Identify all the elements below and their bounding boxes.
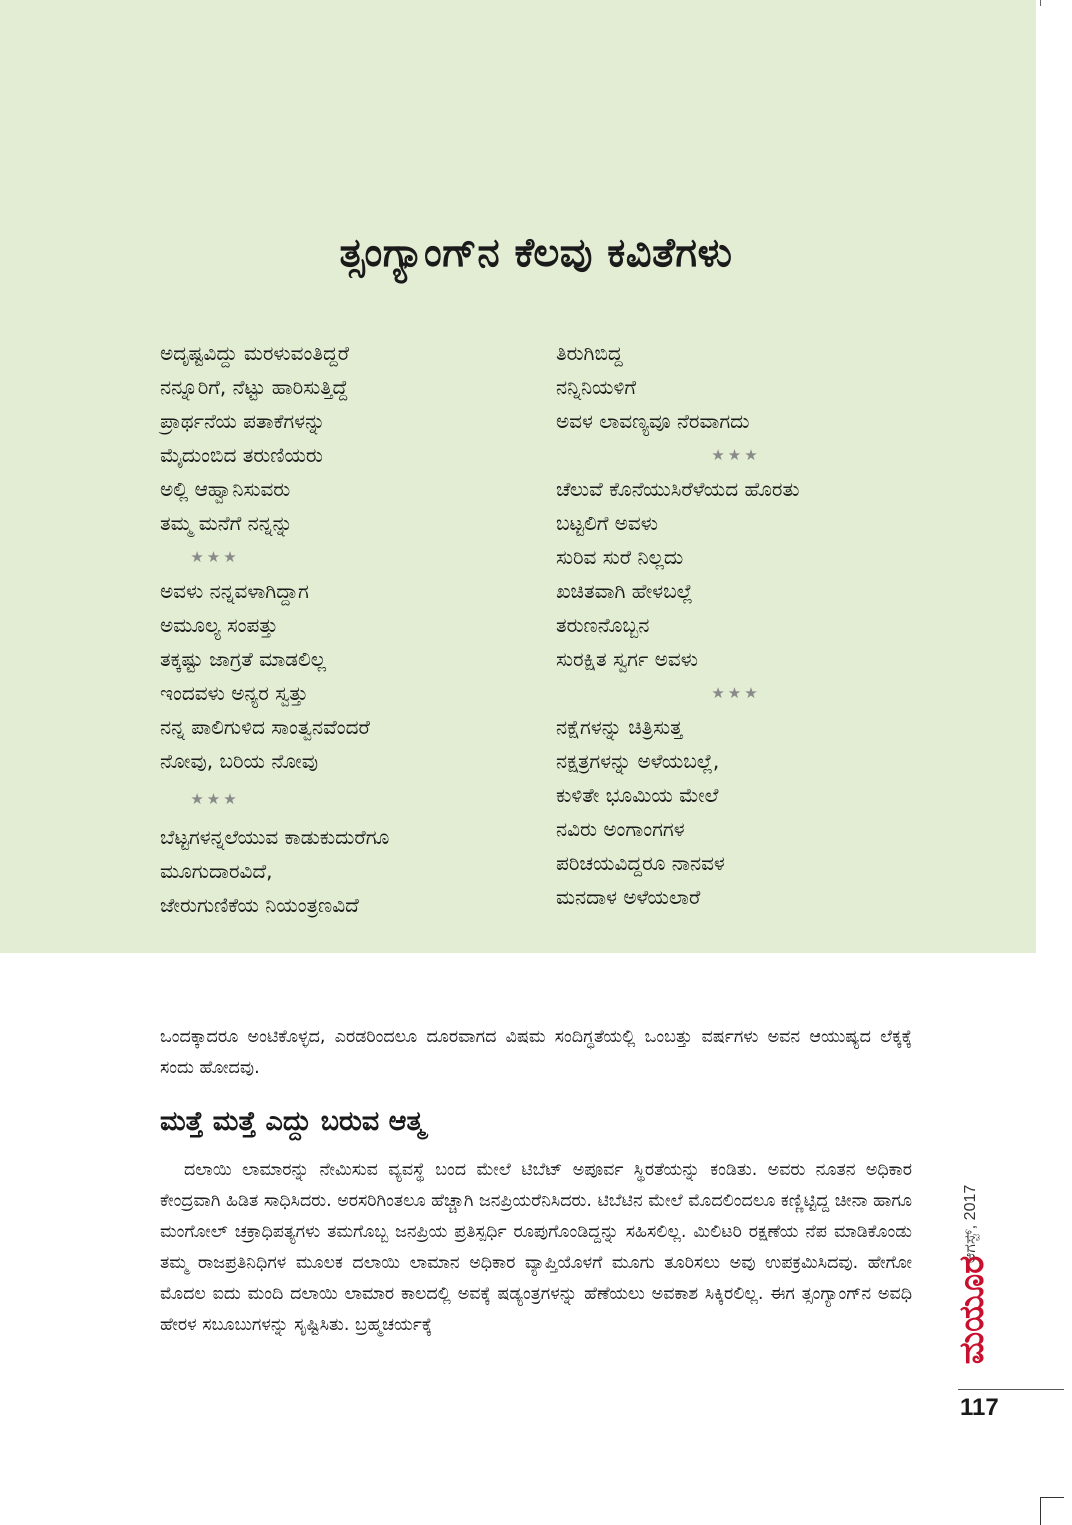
poem-line: ಸುರಕ್ಷಿತ ಸ್ವರ್ಗ ಅವಳು (556, 647, 698, 671)
stanza-separator: ★★★ (190, 548, 240, 566)
poem-line: ಇಂದವಳು ಅನ್ಯರ ಸ್ವತ್ತು (160, 681, 309, 705)
poem-line: ಮನದಾಳ ಅಳೆಯಲಾರೆ (556, 885, 701, 909)
poem-line: ನನ್ನಿನಿಯಳಿಗೆ (556, 375, 636, 399)
poem-line: ಕುಳಿತೇ ಭೂಮಿಯ ಮೇಲೆ (556, 783, 719, 807)
magazine-logo (944, 1240, 1000, 1380)
poem-line: ನನ್ನೂರಿಗೆ, ನೆಟ್ಟು ಹಾರಿಸುತ್ತಿದ್ದೆ (160, 375, 349, 399)
poem-line: ಅದೃಷ್ಟವಿದ್ದು ಮರಳುವಂತಿದ್ದರೆ (160, 341, 350, 365)
stanza-separator: ★★★ (190, 790, 240, 808)
poem-line: ತಿರುಗಿಬಿದ್ದ (556, 341, 623, 365)
poem-line: ನನ್ನ ಪಾಲಿಗುಳಿದ ಸಾಂತ್ವನವೆಂದರೆ (160, 715, 370, 739)
poem-line: ತರುಣನೊಬ್ಬನ (556, 613, 650, 637)
crop-mark (1040, 1497, 1064, 1498)
poem-line: ನೋವು, ಬರಿಯ ನೋವು (160, 749, 319, 773)
folio-rule (958, 1389, 1064, 1390)
crop-mark (1040, 0, 1041, 6)
crop-mark (1040, 1497, 1041, 1525)
poem-left-column (160, 336, 580, 922)
magazine-logo-text: ಮಯೂರ (952, 1255, 992, 1365)
poem-line: ನವಿರು ಅಂಗಾಂಗಗಳ (556, 817, 685, 841)
poem-line: ಅಲ್ಲಿ ಆಹ್ವಾನಿಸುವರು (160, 477, 291, 501)
issue-date-text: ಆಗಸ್ಟ್, 2017 (962, 1184, 979, 1264)
poem-line: ನಕ್ಷತ್ರಗಳನ್ನು ಅಳೆಯಬಲ್ಲೆ, (556, 749, 720, 773)
poem-line: ಅವಳು ನನ್ನವಳಾಗಿದ್ದಾಗ (160, 579, 309, 603)
poem-line: ಮೂಗುದಾರವಿದೆ, (160, 859, 273, 883)
poem-line: ಸುರಿವ ಸುರೆ ನಿಲ್ಲದು (556, 545, 684, 569)
poem-line: ಪ್ರಾರ್ಥನೆಯ ಪತಾಕೆಗಳನ್ನು (160, 409, 326, 433)
intro-paragraph: ಒಂದಕ್ಕಾದರೂ ಅಂಟಿಕೊಳ್ಳದ, ಎರಡರಿಂದಲೂ ದೂರವಾಗದ ವಿಷಮ ಸಂದಿಗ್ಧತೆಯಲ್ಲಿ ಒಂಬತ್ತು ವರ್ಷಗಳು ಅವನ ಆಯುಷ್ಯದ ಲೆಕ್ಕಕ್ಕೆ ಸಂದು ಹೋದವು. (160, 1027, 912, 1078)
poem-line: ಜೇರುಗುಣಿಕೆಯ ನಿಯಂತ್ರಣವಿದೆ (160, 893, 359, 917)
poem-title: ತ್ಸಂಗ್ಯಾಂಗ್‌ನ ಕೆಲವು ಕವಿತೆಗಳು (339, 230, 733, 276)
poem-line: ತಮ್ಮ ಮನೆಗೆ ನನ್ನನ್ನು (160, 511, 293, 535)
poem-line: ಚೆಲುವೆ ಕೊನೆಯುಸಿರೆಳೆಯದ ಹೊರತು (556, 477, 800, 501)
stanza-separator: ★★★ (711, 446, 761, 464)
poem-line: ಅವಳ ಲಾವಣ್ಯವೂ ನೆರವಾಗದು (556, 409, 750, 433)
poem-line: ಮೈದುಂಬಿದ ತರುಣಿಯರು (160, 443, 323, 467)
section-heading: ಮತ್ತೆ ಮತ್ತೆ ಎದ್ದು ಬರುವ ಆತ್ಮ (160, 1106, 425, 1137)
poem-line: ನಕ್ಷೆಗಳನ್ನು ಚಿತ್ರಿಸುತ್ತ (556, 715, 683, 739)
body-paragraph: ದಲಾಯಿ ಲಾಮಾರನ್ನು ನೇಮಿಸುವ ವ್ಯವಸ್ಥೆ ಬಂದ ಮೇಲೆ ಟಿಬೆಟ್ ಅಪೂರ್ವ ಸ್ಥಿರತೆಯನ್ನು ಕಂಡಿತು. ಅವರು ನೂತನ ಅಧಿಕಾರ ಕೇಂದ್ರವಾಗಿ ಹಿಡಿತ ಸಾಧಿಸಿದರು. ಅರಸರಿಗಿಂತಲೂ ಹೆಚ್ಚಾಗಿ ಜನಪ್ರಿಯರೆನಿಸಿದರು. ಟಿಬೆಟಿನ ಮೇಲೆ ಮೊದಲಿಂದಲೂ ಕಣ್ಣಿಟ್ಟಿದ್ದ ಚೀನಾ ಹಾಗೂ ಮಂಗೋಲ್ ಚಕ್ರಾಧಿಪತ್ಯಗಳು ತಮಗೊಬ್ಬ ಜನಪ್ರಿಯ ಪ್ರತಿಸ್ಪರ್ಧಿ ರೂಪುಗೊಂಡಿದ್ದನ್ನು ಸಹಿಸಲಿಲ್ಲ. ಮಿಲಿಟರಿ ರಕ್ಷಣೆಯ ನೆಪ ಮಾಡಿಕೊಂಡು ತಮ್ಮ ರಾಜಪ್ರತಿನಿಧಿಗಳ ಮೂಲಕ ದಲಾಯಿ ಲಾಮಾನ ಅಧಿಕಾರ ವ್ಯಾಪ್ತಿಯೊಳಗೆ ಮೂಗು ತೂರಿಸಲು ಅವು ಉಪಕ್ರಮಿಸಿದವು. ಹೇಗೋ ಮೊದಲ ಐದು ಮಂದಿ ದಲಾಯಿ ಲಾಮಾರ ಕಾಲದಲ್ಲಿ ಅವಕ್ಕೆ ಷಡ್ಯಂತ್ರಗಳನ್ನು ಹೆಣೆಯಲು ಅವಕಾಶ ಸಿಕ್ಕಿರಲಿಲ್ಲ. ಈಗ ತ್ಸಂಗ್ಯಾಂಗ್‌ನ ಅವಧಿ ಹೇರಳ ಸಬೂಬುಗಳನ್ನು ಸೃಷ್ಟಿಸಿತು. ಬ್ರಹ್ಮಚರ್ಯಕ್ಕೆ (160, 1160, 913, 1335)
poem-line: ಬಟ್ಟಲಿಗೆ ಅವಳು (556, 511, 658, 535)
poem-line: ಅಮೂಲ್ಯ ಸಂಪತ್ತು (160, 613, 278, 637)
poem-line: ಬೆಟ್ಟಗಳನ್ನಲೆಯುವ ಕಾಡುಕುದುರೆಗೂ (160, 825, 390, 849)
stanza-separator: ★★★ (711, 684, 761, 702)
poem-right-column (556, 336, 976, 914)
poem-line: ಪರಿಚಯವಿದ್ದರೂ ನಾನವಳ (556, 851, 725, 875)
poem-line: ಖಚಿತವಾಗಿ ಹೇಳಬಲ್ಲೆ (556, 579, 693, 603)
page-number: 117 (960, 1394, 999, 1421)
poem-line: ತಕ್ಕಷ್ಟು ಜಾಗ್ರತೆ ಮಾಡಲಿಲ್ಲ (160, 647, 327, 671)
